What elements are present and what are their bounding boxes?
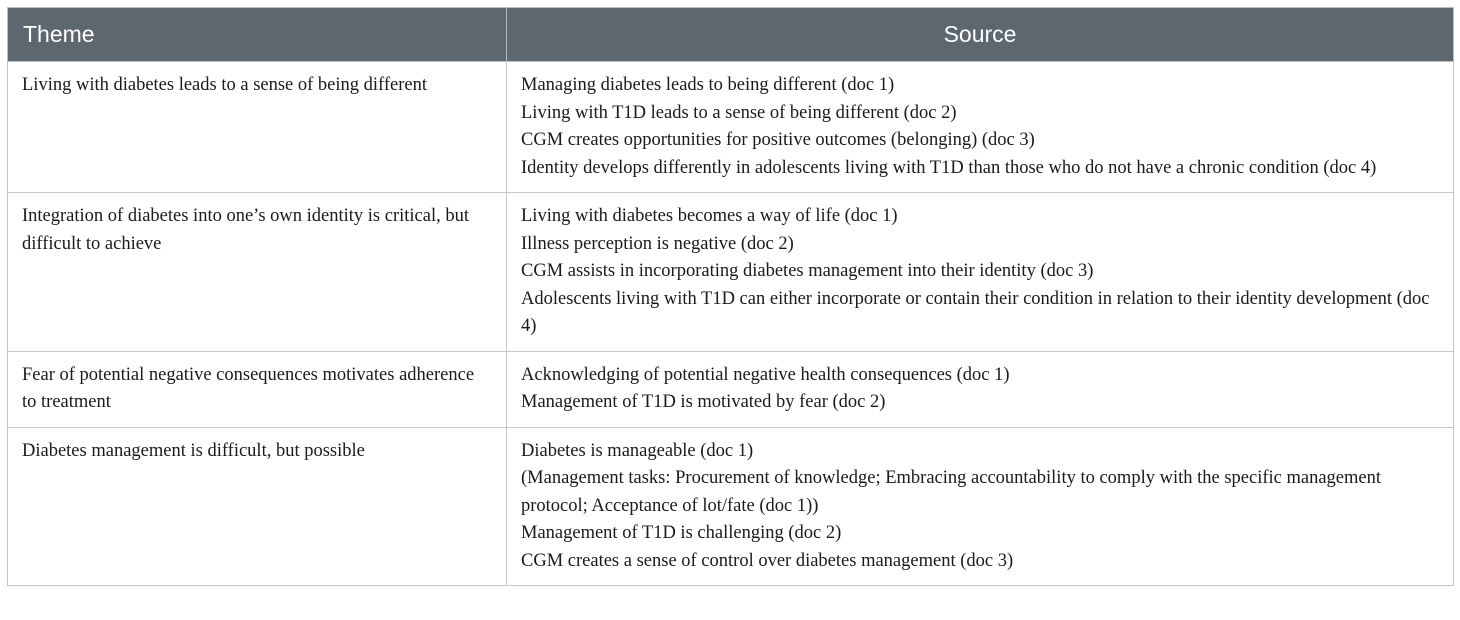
source-cell <box>507 351 1454 427</box>
header-source: Source <box>507 8 1454 62</box>
source-line: (Management tasks: Procurement of knowledge; Embracing accountability to comply with the specific management protocol; Acceptance of lot/fate (doc 1)) <box>521 468 1381 516</box>
themes-table <box>7 7 1454 586</box>
source-line: Adolescents living with T1D can either incorporate or contain their condition in relation to their identity development (doc 4) <box>521 288 1430 336</box>
header-row <box>8 8 1454 62</box>
source-line: CGM assists in incorporating diabetes management into their identity (doc 3) <box>521 261 1094 281</box>
source-line: Illness perception is negative (doc 2) <box>521 233 794 254</box>
table-row <box>8 351 1454 427</box>
table-row <box>8 193 1454 352</box>
theme-cell: Integration of diabetes into one’s own identity is critical, but difficult to achieve <box>8 193 507 352</box>
source-line: Identity develops differently in adolescents living with T1D than those who do not have a chronic condition (doc 4) <box>521 157 1377 178</box>
source-line: Managing diabetes leads to being different (doc 1) <box>521 75 895 95</box>
theme-cell: Fear of potential negative consequences motivates adherence to treatment <box>8 351 507 427</box>
source-cell <box>507 427 1454 586</box>
table-row <box>8 62 1454 193</box>
themes-table-container <box>7 7 1453 586</box>
table-row <box>8 427 1454 586</box>
theme-cell: Diabetes management is difficult, but possible <box>8 427 507 586</box>
source-line: Living with diabetes becomes a way of life (doc 1) <box>521 206 898 226</box>
source-line: Acknowledging of potential negative health consequences (doc 1) <box>521 364 1010 385</box>
source-line: Living with T1D leads to a sense of being different (doc 2) <box>521 102 957 123</box>
source-line: Management of T1D is challenging (doc 2) <box>521 523 842 543</box>
source-cell <box>507 62 1454 193</box>
header-theme: Theme <box>8 8 507 62</box>
theme-cell: Living with diabetes leads to a sense of being different <box>8 62 507 193</box>
source-line: Management of T1D is motivated by fear (doc 2) <box>521 392 886 412</box>
source-line: CGM creates opportunities for positive outcomes (belonging) (doc 3) <box>521 130 1035 150</box>
source-cell <box>507 193 1454 352</box>
source-line: Diabetes is manageable (doc 1) <box>521 440 754 461</box>
source-line: CGM creates a sense of control over diabetes management (doc 3) <box>521 550 1014 571</box>
